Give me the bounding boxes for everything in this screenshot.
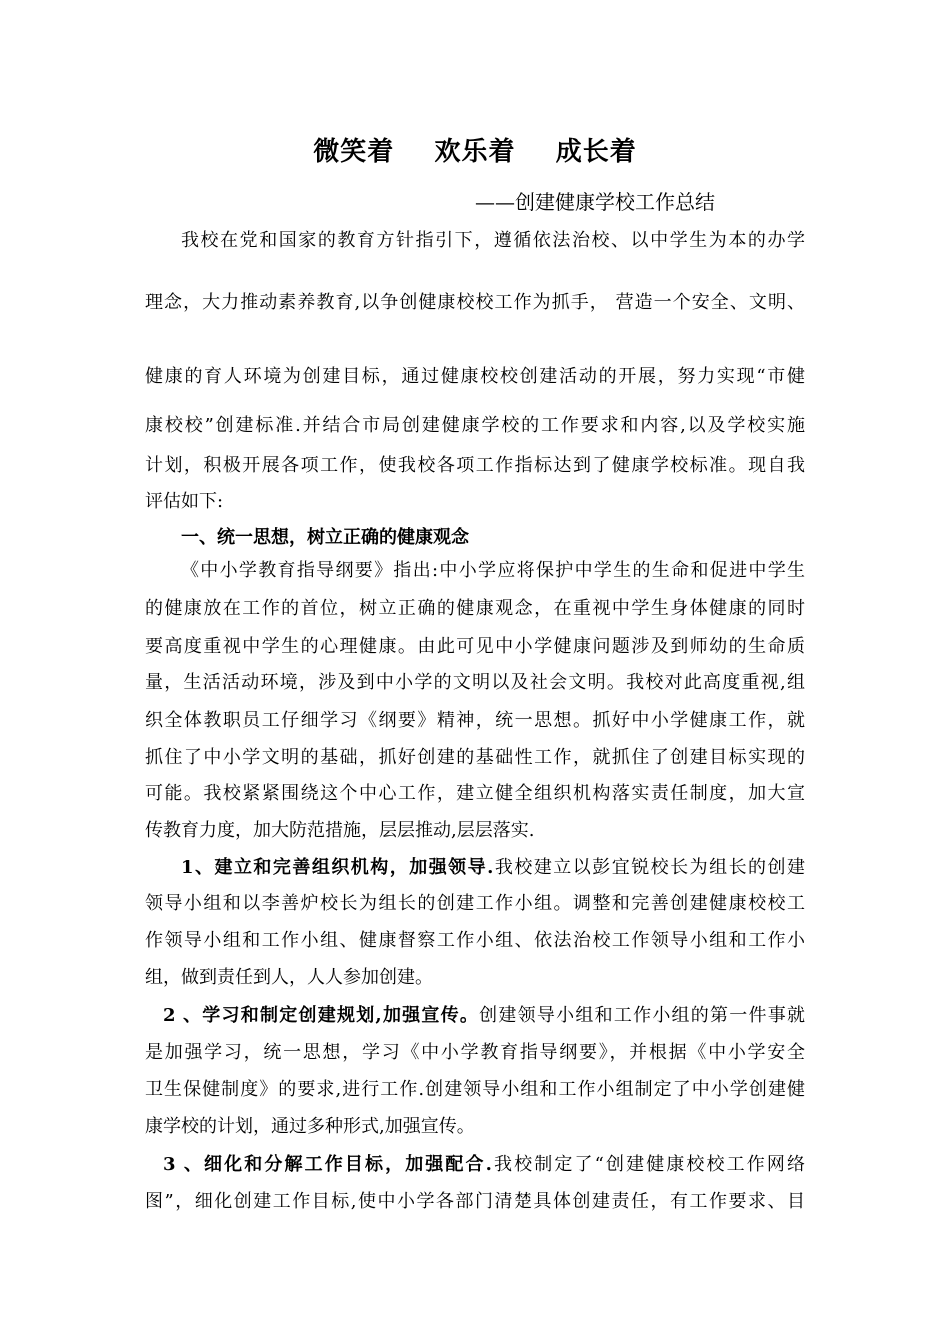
body-line: 卫生保健制度》的要求,进行工作.创建领导小组和工作小组制定了中小学创建健 [145, 1079, 805, 1100]
item-1-heading: 1、建立和完善组织机构，加强领导. [181, 857, 494, 878]
intro-line: 评估如下: [145, 491, 224, 512]
intro-line: 理念，大力推动素养教育,以争创健康校校工作为抓手， 营造一个安全、文明、 [145, 292, 805, 313]
intro-line: 健康的育人环境为创建目标，通过健康校校创建活动的开展，努力实现“市健 [145, 366, 805, 387]
body-line: 可能。我校紧紧围绕这个中心工作，建立健全组织机构落实责任制度，加大宣 [145, 783, 805, 804]
body-line: 《中小学教育指导纲要》指出:中小学应将保护中学生的生命和促进中学生 [181, 560, 805, 581]
item-3-text: 我校制定了“创建健康校校工作网络 [491, 1154, 805, 1175]
body-line: 是加强学习，统一思想，学习《中小学教育指导纲要》，并根据《中小学安全 [145, 1042, 805, 1063]
body-line: 作领导小组和工作小组、健康督察工作小组、依法治校工作领导小组和工作小 [145, 930, 805, 951]
body-line: 传教育力度，加大防范措施，层层推动,层层落实. [145, 820, 535, 841]
item-2-heading: 2 、学习和制定创建规划,加强宣传。 [163, 1005, 480, 1026]
body-line: 组，做到责任到人，人人参加创建。 [145, 967, 433, 988]
section-heading: 一、统一思想，树立正确的健康观念 [181, 527, 469, 548]
document-subtitle: ——创建健康学校工作总结 [475, 190, 715, 214]
item-1-text: 我校建立以彭宜锐校长为组长的创建 [493, 857, 805, 878]
intro-line: 计划，积极开展各项工作，使我校各项工作指标达到了健康学校标准。现自我 [145, 455, 805, 476]
item-1-first-line [181, 853, 805, 879]
intro-line: 康校校”创建标准.并结合市局创建健康学校的工作要求和内容,以及学校实施 [145, 415, 805, 436]
item-3-first-line [163, 1150, 805, 1176]
body-line: 织全体教职员工仔细学习《纲要》精神，统一思想。抓好中小学健康工作，就 [145, 710, 805, 731]
body-line: 量，生活活动环境，涉及到中小学的文明以及社会文明。我校对此高度重视,组 [145, 672, 805, 693]
body-line: 领导小组和以李善炉校长为组长的创建工作小组。调整和完善创建健康校校工 [145, 893, 805, 914]
item-3-heading: 3 、细化和分解工作目标，加强配合. [163, 1154, 492, 1175]
body-line: 的健康放在工作的首位，树立正确的健康观念，在重视中学生身体健康的同时 [145, 598, 805, 619]
body-line: 图”，细化创建工作目标,使中小学各部门清楚具体创建责任，有工作要求、目 [145, 1191, 805, 1212]
intro-line: 我校在党和国家的教育方针指引下，遵循依法治校、以中学生为本的办学 [181, 230, 805, 251]
document-title: 微笑着 欢乐着 成长着 [313, 137, 637, 167]
item-2-first-line [163, 1001, 805, 1027]
body-line: 要高度重视中学生的心理健康。由此可见中小学健康问题涉及到师幼的生命质 [145, 636, 805, 657]
body-line: 康学校的计划，通过多种形式,加强宣传。 [145, 1116, 475, 1137]
body-line: 抓住了中小学文明的基础，抓好创建的基础性工作，就抓住了创建目标实现的 [145, 747, 805, 768]
item-2-text: 创建领导小组和工作小组的第一件事就 [479, 1005, 805, 1026]
